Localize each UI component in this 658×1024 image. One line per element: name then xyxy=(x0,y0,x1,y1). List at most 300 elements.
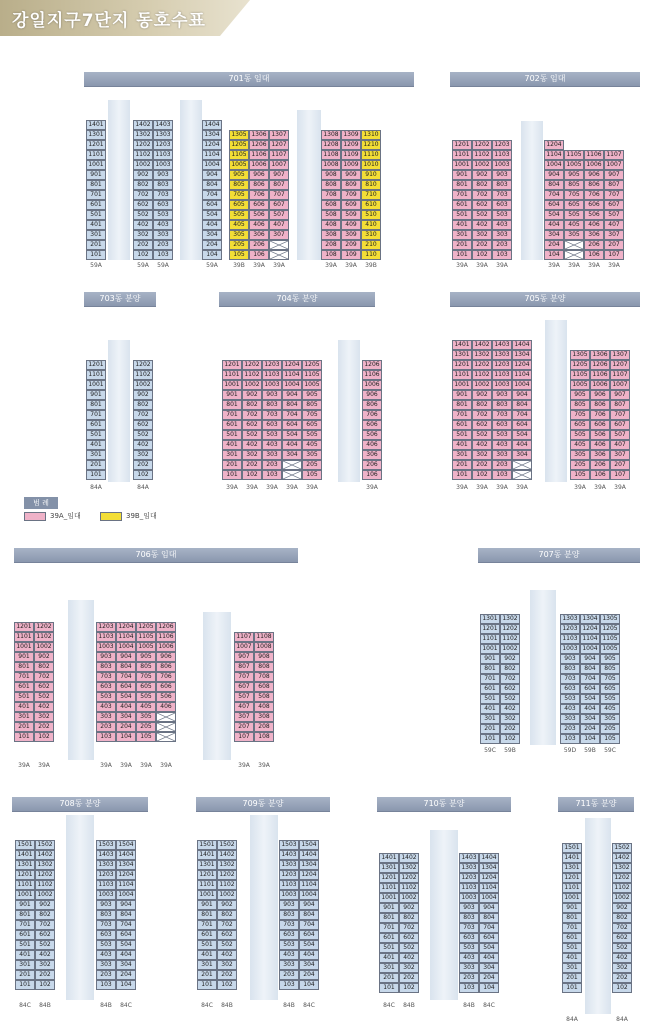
unit-cell: 703 xyxy=(492,410,512,420)
unit-cell: 103 xyxy=(492,250,512,260)
unit-cell: 1202 xyxy=(472,360,492,370)
unit-cell: 1304 xyxy=(299,860,319,870)
unit-cell: 1305 xyxy=(229,130,249,140)
unit-cell: 107 xyxy=(610,470,630,480)
unit-cell: 501 xyxy=(15,940,35,950)
unit-cell: 604 xyxy=(299,930,319,940)
building-title: 704동 분양 xyxy=(219,292,375,307)
building-title: 707동 분양 xyxy=(478,548,640,563)
unit-cell: 708 xyxy=(321,190,341,200)
unit-type-label: 39A xyxy=(614,484,626,491)
stair-core xyxy=(430,830,458,1000)
unit-cell: 1001 xyxy=(14,642,34,652)
unit-cell: 1102 xyxy=(34,632,54,642)
unit-cell: 801 xyxy=(14,662,34,672)
unit-cell: 704 xyxy=(512,410,532,420)
unit-cell: 406 xyxy=(590,440,610,450)
unit-cell: 902 xyxy=(217,900,237,910)
unit-cell: 209 xyxy=(341,240,361,250)
unit-cell: 302 xyxy=(472,230,492,240)
unit-cell: 801 xyxy=(452,400,472,410)
unit-cell: 102 xyxy=(133,250,153,260)
unit-type-label: 84C xyxy=(201,1002,213,1009)
unit-cell: 1007 xyxy=(234,642,254,652)
unit-cell: 306 xyxy=(590,450,610,460)
unit-type-label: 84C xyxy=(19,1002,31,1009)
unit-cell: 402 xyxy=(399,953,419,963)
unit-cell: 202 xyxy=(472,240,492,250)
unit-type-label: 39B xyxy=(365,262,377,269)
unit-cell: 902 xyxy=(500,654,520,664)
unit-cell: 702 xyxy=(133,190,153,200)
unit-cell: 703 xyxy=(492,190,512,200)
unit-cell: 705 xyxy=(136,672,156,682)
unit-cell: 802 xyxy=(34,662,54,672)
unit-cell: 104 xyxy=(479,983,499,993)
unit-cell: 1001 xyxy=(562,893,582,903)
unit-cell: 301 xyxy=(197,960,217,970)
unit-cell: 1401 xyxy=(197,850,217,860)
unit-cell: 702 xyxy=(133,410,153,420)
unit-cell: 503 xyxy=(459,943,479,953)
unit-cell: 404 xyxy=(580,704,600,714)
unit-cell: 601 xyxy=(197,930,217,940)
unit-cell: 1003 xyxy=(560,644,580,654)
unit-cell: 602 xyxy=(472,200,492,210)
unit-cell: 602 xyxy=(133,420,153,430)
unit-cell: 1401 xyxy=(562,853,582,863)
unit-cell: 107 xyxy=(234,732,254,742)
unit-cell: 1206 xyxy=(362,360,382,370)
unit-cell: 1301 xyxy=(15,860,35,870)
unit-cell: 701 xyxy=(14,672,34,682)
unit-cell: 302 xyxy=(500,714,520,724)
unit-cell: 103 xyxy=(279,980,299,990)
unit-cell: 1307 xyxy=(269,130,289,140)
stair-core xyxy=(338,340,360,482)
unit-type-label: 39A xyxy=(496,262,508,269)
unit-cell: 1101 xyxy=(14,632,34,642)
unit-cell: 501 xyxy=(562,943,582,953)
unit-cell: 302 xyxy=(217,960,237,970)
unit-type-label: 39A xyxy=(226,484,238,491)
unit-cell: 702 xyxy=(612,923,632,933)
unit-cell: 1403 xyxy=(96,850,116,860)
unit-cell: 204 xyxy=(580,724,600,734)
unit-cell: 404 xyxy=(282,440,302,450)
unit-cell: 803 xyxy=(492,400,512,410)
unit-cell: 302 xyxy=(133,230,153,240)
unit-cell: 102 xyxy=(472,470,492,480)
unit-cell: 1103 xyxy=(96,880,116,890)
unit-cell: 705 xyxy=(302,410,322,420)
unit-cell: 605 xyxy=(570,420,590,430)
unit-cell: 404 xyxy=(299,950,319,960)
unit-cell: 303 xyxy=(560,714,580,724)
unit-cell: 710 xyxy=(361,190,381,200)
unit-cell: 903 xyxy=(459,903,479,913)
unit-cell: 403 xyxy=(492,220,512,230)
unit-cell: 406 xyxy=(249,220,269,230)
unit-type-label: 39A xyxy=(253,262,265,269)
legend-swatch-39a xyxy=(24,512,46,521)
unit-cell: 602 xyxy=(133,200,153,210)
unit-cell: 603 xyxy=(279,930,299,940)
unit-cell: 509 xyxy=(341,210,361,220)
unit-cell: 504 xyxy=(282,430,302,440)
unit-cell: 602 xyxy=(399,933,419,943)
unit-cell: 703 xyxy=(560,674,580,684)
unit-cell: 305 xyxy=(136,712,156,722)
unit-cell: 1303 xyxy=(279,860,299,870)
unit-cell: 306 xyxy=(249,230,269,240)
unit-cell: 310 xyxy=(361,230,381,240)
unit-cell: 904 xyxy=(580,654,600,664)
unit-cell: 403 xyxy=(459,953,479,963)
unit-cell: 802 xyxy=(133,180,153,190)
unit-cell: 107 xyxy=(604,250,624,260)
unit-cell: 1402 xyxy=(399,853,419,863)
unit-cell: 302 xyxy=(133,450,153,460)
unit-cell: 303 xyxy=(459,963,479,973)
building-title: 711동 분양 xyxy=(558,797,634,812)
unit-cell: 507 xyxy=(234,692,254,702)
unit-cell: 202 xyxy=(612,973,632,983)
unit-cell: 1002 xyxy=(35,890,55,900)
unit-cell: 305 xyxy=(570,450,590,460)
unit-cell: 909 xyxy=(341,170,361,180)
unit-cell: 1204 xyxy=(580,624,600,634)
unit-cell: 602 xyxy=(500,684,520,694)
unit-cell: 502 xyxy=(500,694,520,704)
unit-cell: 807 xyxy=(269,180,289,190)
unit-cell: 1101 xyxy=(86,370,106,380)
unit-cell: 1007 xyxy=(604,160,624,170)
unit-cell: 802 xyxy=(217,910,237,920)
unit-cell: 304 xyxy=(544,230,564,240)
unit-cell: 404 xyxy=(202,220,222,230)
unit-cell: 504 xyxy=(299,940,319,950)
unit-cell: 401 xyxy=(452,440,472,450)
unit-cell: 1003 xyxy=(96,890,116,900)
unit-cell: 903 xyxy=(262,390,282,400)
unit-cell: 502 xyxy=(217,940,237,950)
unit-cell: 804 xyxy=(580,664,600,674)
unit-cell: 301 xyxy=(562,963,582,973)
unit-cell: 501 xyxy=(379,943,399,953)
unit-cell: 610 xyxy=(361,200,381,210)
legend-label-39b: 39B_임대 xyxy=(126,512,157,520)
legend-label-39a: 39A_임대 xyxy=(50,512,81,520)
unit-cell: 1108 xyxy=(254,632,274,642)
unit-cell: 504 xyxy=(116,692,136,702)
unit-cell: 201 xyxy=(480,724,500,734)
unit-cell: 202 xyxy=(242,460,262,470)
unit-type-label: 84A xyxy=(566,1016,578,1023)
unit-cell: 503 xyxy=(560,694,580,704)
unit-cell: 1104 xyxy=(580,634,600,644)
unit-cell: 101 xyxy=(14,732,34,742)
unit-cell: 1004 xyxy=(512,380,532,390)
unit-cell: 1004 xyxy=(202,160,222,170)
unit-cell: 1201 xyxy=(15,870,35,880)
unit-cell: 1208 xyxy=(321,140,341,150)
unit-cell: 1104 xyxy=(282,370,302,380)
legend-swatch-39b xyxy=(100,512,122,521)
unit-cell: 1102 xyxy=(242,370,262,380)
unit-cell: 1209 xyxy=(341,140,361,150)
unit-cell: 104 xyxy=(299,980,319,990)
unit-cell: 1305 xyxy=(600,614,620,624)
unit-cell: 501 xyxy=(197,940,217,950)
unit-cell: 904 xyxy=(202,170,222,180)
unit-cell: 805 xyxy=(600,664,620,674)
unit-cell: 1205 xyxy=(136,622,156,632)
unit-cell: 703 xyxy=(96,920,116,930)
unit-cell: 807 xyxy=(604,180,624,190)
unit-cell: 603 xyxy=(492,200,512,210)
unit-cell: 603 xyxy=(560,684,580,694)
unit-cell: 1304 xyxy=(580,614,600,624)
unit-cell: 1304 xyxy=(116,860,136,870)
unit-cell: 505 xyxy=(564,210,584,220)
unit-cell: 803 xyxy=(96,910,116,920)
unit-cell: 701 xyxy=(222,410,242,420)
unit-type-label: 84A xyxy=(616,1016,628,1023)
unit-cell: 204 xyxy=(202,240,222,250)
unit-cell: 403 xyxy=(96,950,116,960)
unit-cell: 705 xyxy=(570,410,590,420)
unit-cell: 607 xyxy=(604,200,624,210)
unit-type-label: 39A xyxy=(574,484,586,491)
unit-cell: 1105 xyxy=(302,370,322,380)
unit-cell: 1302 xyxy=(612,863,632,873)
unit-cell: 402 xyxy=(242,440,262,450)
unit-cell: 304 xyxy=(202,230,222,240)
unit-cell: 503 xyxy=(96,692,116,702)
unit-type-label: 39A xyxy=(38,762,50,769)
unit-cell: 1001 xyxy=(222,380,242,390)
unit-cell: 1007 xyxy=(269,160,289,170)
unit-cell: 408 xyxy=(254,702,274,712)
unit-cell: 1305 xyxy=(570,350,590,360)
unit-cell: 1004 xyxy=(282,380,302,390)
unit-cell: 1301 xyxy=(480,614,500,624)
unit-cell: 1106 xyxy=(362,370,382,380)
unit-cell: 601 xyxy=(452,200,472,210)
unit-cell: 701 xyxy=(86,410,106,420)
unit-cell: 601 xyxy=(222,420,242,430)
unit-cell: 706 xyxy=(249,190,269,200)
unit-cell: 1501 xyxy=(15,840,35,850)
unit-cell: 606 xyxy=(362,420,382,430)
unit-cell: 601 xyxy=(452,420,472,430)
unit-cell: 503 xyxy=(262,430,282,440)
unit-cell: 1004 xyxy=(580,644,600,654)
unit-cell: 506 xyxy=(249,210,269,220)
stair-core xyxy=(530,590,556,745)
unit-cell: 1103 xyxy=(492,370,512,380)
unit-cell: 702 xyxy=(472,190,492,200)
unit-cell: 701 xyxy=(452,410,472,420)
unit-cell: 904 xyxy=(479,903,499,913)
unit-cell: 301 xyxy=(15,960,35,970)
unit-cell: 205 xyxy=(136,722,156,732)
unit-cell: 307 xyxy=(234,712,254,722)
unit-cell: 905 xyxy=(600,654,620,664)
unit-cell: 1303 xyxy=(153,130,173,140)
unit-cell: 604 xyxy=(512,420,532,430)
unit-cell: 105 xyxy=(136,732,156,742)
unit-cell: 203 xyxy=(492,240,512,250)
unit-type-label: 39A xyxy=(258,762,270,769)
unit-cell: 903 xyxy=(96,900,116,910)
unit-cell: 502 xyxy=(612,943,632,953)
unit-cell: 407 xyxy=(234,702,254,712)
unit-cell: 203 xyxy=(279,970,299,980)
unit-cell: 102 xyxy=(242,470,262,480)
unit-cell: 1302 xyxy=(217,860,237,870)
unit-cell: 709 xyxy=(341,190,361,200)
unit-cell: 1103 xyxy=(560,634,580,644)
unit-cell: 1307 xyxy=(610,350,630,360)
unit-cell: 1002 xyxy=(217,890,237,900)
unit-cell: 108 xyxy=(321,250,341,260)
unit-cell: 403 xyxy=(153,220,173,230)
unit-cell: 1502 xyxy=(217,840,237,850)
unit-type-label: 84B xyxy=(463,1002,475,1009)
unit-cell: 104 xyxy=(116,732,136,742)
unit-cell: 1101 xyxy=(562,883,582,893)
unit-cell: 101 xyxy=(222,470,242,480)
unit-cell: 1003 xyxy=(459,893,479,903)
unit-cell: 304 xyxy=(512,450,532,460)
unit-cell: 705 xyxy=(229,190,249,200)
unit-cell: 801 xyxy=(86,180,106,190)
unit-type-label: 39A xyxy=(476,262,488,269)
unit-cell: 202 xyxy=(35,970,55,980)
unit-cell: 401 xyxy=(480,704,500,714)
unit-cell: 1002 xyxy=(612,893,632,903)
unit-cell: 1102 xyxy=(35,880,55,890)
unit-type-label: 84C xyxy=(483,1002,495,1009)
unit-cell: 201 xyxy=(15,970,35,980)
stair-core xyxy=(203,612,231,760)
unit-cell: 803 xyxy=(262,400,282,410)
unit-cell: 304 xyxy=(282,450,302,460)
unit-cell: 706 xyxy=(362,410,382,420)
stair-core xyxy=(180,100,202,260)
unit-cell: 402 xyxy=(34,702,54,712)
unit-cell: 1304 xyxy=(479,863,499,873)
unit-cell: 902 xyxy=(242,390,262,400)
unit-type-label: 59A xyxy=(206,262,218,269)
unit-cell: 705 xyxy=(600,674,620,684)
unit-cell: 1104 xyxy=(299,880,319,890)
unit-cell: 1302 xyxy=(133,130,153,140)
unit-cell: 308 xyxy=(254,712,274,722)
unit-cell: 1001 xyxy=(379,893,399,903)
unit-cell: 806 xyxy=(584,180,604,190)
unit-cell: 301 xyxy=(452,230,472,240)
unit-type-label: 39A xyxy=(516,484,528,491)
unit-cell: 101 xyxy=(452,470,472,480)
building-title: 710동 분양 xyxy=(377,797,511,812)
unit-cell: 706 xyxy=(156,672,176,682)
unit-cell: 1201 xyxy=(197,870,217,880)
unit-cell: 103 xyxy=(96,980,116,990)
unit-cell: 607 xyxy=(610,420,630,430)
unit-cell: 1006 xyxy=(156,642,176,652)
unit-cell: 101 xyxy=(452,250,472,260)
unit-cell: 704 xyxy=(544,190,564,200)
unit-cell: 401 xyxy=(14,702,34,712)
unit-cell: 1206 xyxy=(590,360,610,370)
unit-cell: 1204 xyxy=(202,140,222,150)
unit-cell: 1006 xyxy=(249,160,269,170)
unit-cell: 703 xyxy=(459,923,479,933)
unit-cell: 103 xyxy=(153,250,173,260)
unit-cell: 506 xyxy=(584,210,604,220)
unit-cell: 603 xyxy=(262,420,282,430)
unit-cell: 1103 xyxy=(459,883,479,893)
unit-cell: 605 xyxy=(302,420,322,430)
unit-cell: 804 xyxy=(299,910,319,920)
unit-cell: 1401 xyxy=(379,853,399,863)
unit-cell: 603 xyxy=(96,930,116,940)
unit-cell: 704 xyxy=(299,920,319,930)
unit-type-label: 39A xyxy=(160,762,172,769)
unit-cell: 702 xyxy=(35,920,55,930)
unit-cell: 1005 xyxy=(600,644,620,654)
unit-cell: 902 xyxy=(472,170,492,180)
unit-cell: 101 xyxy=(86,250,106,260)
unit-cell: 302 xyxy=(35,960,55,970)
unit-type-label: 84C xyxy=(383,1002,395,1009)
building-title: 701동 임대 xyxy=(84,72,414,87)
stair-core xyxy=(297,110,321,260)
unit-cell: 302 xyxy=(472,450,492,460)
unit-cell: 1302 xyxy=(399,863,419,873)
unit-cell: 1303 xyxy=(96,860,116,870)
unit-cell: 208 xyxy=(321,240,341,250)
unit-cell: 408 xyxy=(321,220,341,230)
unit-cell: 504 xyxy=(202,210,222,220)
unit-cell: 904 xyxy=(544,170,564,180)
unit-cell: 1001 xyxy=(452,380,472,390)
unit-cell: 601 xyxy=(562,933,582,943)
unit-cell: 309 xyxy=(341,230,361,240)
unit-cell: 1204 xyxy=(512,360,532,370)
unit-cell: 1008 xyxy=(321,160,341,170)
unit-cell: 1403 xyxy=(153,120,173,130)
unit-cell: 1309 xyxy=(341,130,361,140)
unit-cell: 505 xyxy=(136,692,156,702)
unit-cell: 1001 xyxy=(86,160,106,170)
unit-cell: 405 xyxy=(229,220,249,230)
unit-cell: 104 xyxy=(116,980,136,990)
unit-cell: 1210 xyxy=(361,140,381,150)
unit-type-label: 39A xyxy=(140,762,152,769)
unit-cell: 1007 xyxy=(610,380,630,390)
unit-cell: 804 xyxy=(544,180,564,190)
unit-type-label: 39A xyxy=(588,262,600,269)
unit-cell: 902 xyxy=(35,900,55,910)
unit-cell: 109 xyxy=(341,250,361,260)
unit-cell: 701 xyxy=(379,923,399,933)
unit-cell: 1202 xyxy=(133,360,153,370)
unit-cell: 1002 xyxy=(399,893,419,903)
